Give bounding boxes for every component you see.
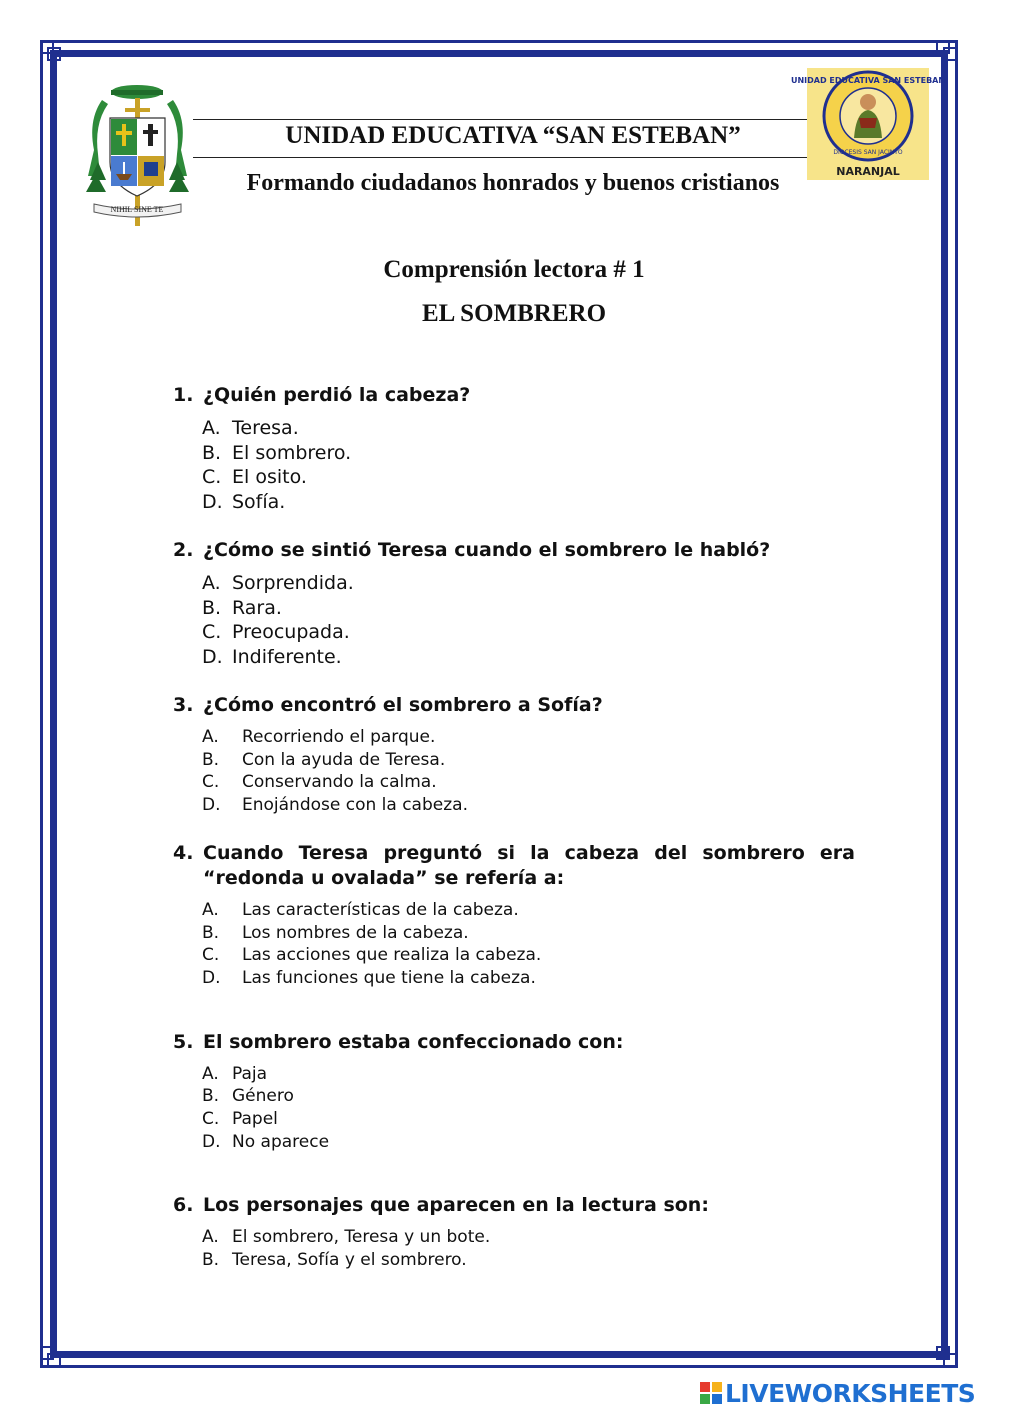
seal-text-top: UNIDAD EDUCATIVA SAN ESTEBAN <box>790 76 946 85</box>
answer-option[interactable]: B. Teresa, Sofía y el sombrero. <box>202 1250 467 1271</box>
question-number: 3. <box>173 694 194 716</box>
question-number: 6. <box>173 1194 194 1217</box>
question-6 <box>173 1193 855 1271</box>
school-name: UNIDAD EDUCATIVA “SAN ESTEBAN” <box>285 122 741 149</box>
options-list <box>202 899 855 990</box>
answer-option[interactable]: A. Paja <box>202 1063 268 1084</box>
liveworksheets-brand: LIVEWORKSHEETS <box>725 1378 976 1408</box>
answer-option[interactable]: A. Teresa. <box>202 417 299 439</box>
answer-option[interactable]: B. Con la ayuda de Teresa. <box>202 749 446 770</box>
answer-option[interactable]: D. Las funciones que tiene la cabeza. <box>202 967 536 988</box>
header-rule-bottom <box>193 157 807 158</box>
question-5 <box>173 1030 855 1154</box>
answer-option[interactable]: B. El sombrero. <box>202 441 352 464</box>
answer-option[interactable]: C. El osito. <box>202 466 307 488</box>
answer-option[interactable]: B. Rara. <box>202 596 282 619</box>
question-text: ¿Cómo encontró el sombrero a Sofía? <box>203 694 603 716</box>
crest-banner-text: NIHIL SINE TE <box>110 205 164 214</box>
question-number: 1. <box>173 384 194 406</box>
seal-label: NARANJAL <box>836 165 900 178</box>
options-list <box>202 1063 855 1154</box>
answer-option[interactable]: D. Indiferente. <box>202 645 342 668</box>
options-list <box>202 416 855 514</box>
seal-text-bottom: DIOCESIS SAN JACINTO <box>833 149 903 156</box>
question-text: ¿Quién perdió la cabeza? <box>203 384 471 406</box>
answer-option[interactable]: C. Conservando la calma. <box>202 772 437 793</box>
answer-option[interactable]: D. No aparece <box>202 1131 330 1152</box>
story-title: EL SOMBRERO <box>421 300 607 327</box>
options-list <box>202 571 855 669</box>
worksheet-subtitle: Comprensión lectora # 1 <box>383 256 645 283</box>
question-text: Los personajes que aparecen en la lectura son: <box>203 1194 709 1217</box>
answer-option[interactable]: B. Los nombres de la cabeza. <box>202 922 469 943</box>
corner-ornament <box>40 1346 62 1368</box>
answer-option[interactable]: A. Sorprendida. <box>202 572 354 594</box>
question-4 <box>173 841 855 990</box>
answer-option[interactable]: D. Sofía. <box>202 490 286 513</box>
coat-of-arms-icon <box>80 80 195 228</box>
liveworksheets-logo-icon <box>700 1382 722 1404</box>
question-number: 4. <box>173 841 194 864</box>
question-text: ¿Cómo se sintió Teresa cuando el sombrero le habló? <box>203 539 771 561</box>
answer-option[interactable]: A. Recorriendo el parque. <box>202 727 436 747</box>
question-text: Cuando Teresa preguntó si la cabeza del sombrero era “redonda u ovalada” se refería a: <box>203 841 855 889</box>
question-text: El sombrero estaba confeccionado con: <box>203 1030 624 1053</box>
corner-ornament <box>936 40 958 62</box>
question-3 <box>173 693 855 817</box>
question-1 <box>173 383 855 514</box>
answer-option[interactable]: A. Las características de la cabeza. <box>202 899 519 920</box>
answer-option[interactable]: D. Enojándose con la cabeza. <box>202 795 468 816</box>
school-motto: Formando ciudadanos honrados y buenos cristianos <box>246 170 780 196</box>
options-list <box>202 1226 855 1271</box>
answer-option[interactable]: A. El sombrero, Teresa y un bote. <box>202 1227 491 1248</box>
liveworksheets-logo[interactable] <box>700 1380 975 1406</box>
options-list <box>202 726 855 817</box>
question-number: 5. <box>173 1030 194 1053</box>
corner-ornament <box>936 1346 958 1368</box>
question-number: 2. <box>173 539 194 561</box>
corner-ornament <box>40 40 62 62</box>
answer-option[interactable]: C. Papel <box>202 1109 278 1130</box>
answer-option[interactable]: C. Las acciones que realiza la cabeza. <box>202 945 542 966</box>
answer-option[interactable]: B. Género <box>202 1086 294 1107</box>
answer-option[interactable]: C. Preocupada. <box>202 621 350 643</box>
question-2 <box>173 538 855 669</box>
header-rule-top <box>193 119 807 120</box>
question-list <box>173 383 855 1296</box>
